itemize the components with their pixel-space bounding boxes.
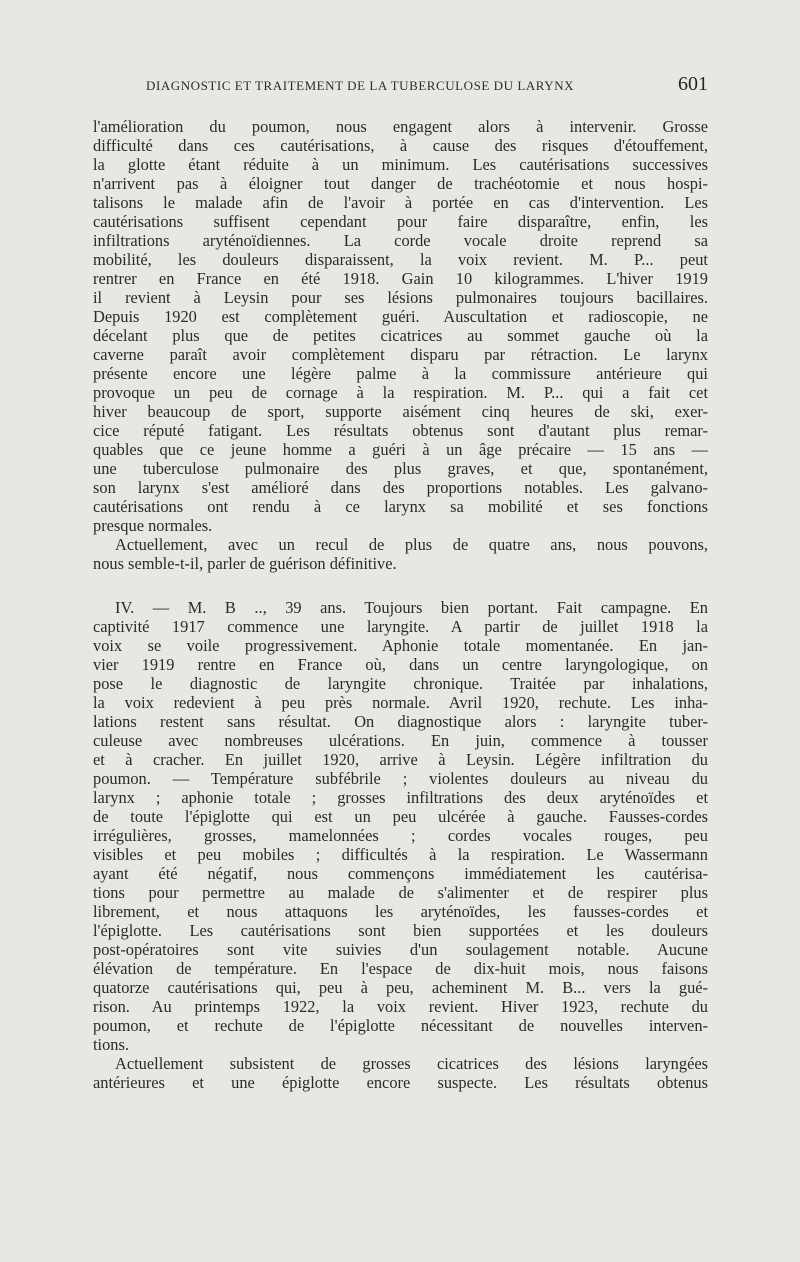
text-line: mobilité, les douleurs disparaissent, la voix revient. M. P... peut: [93, 250, 708, 269]
text-line: tions.: [93, 1035, 129, 1054]
text-line: caverne paraît avoir complètement disparu par rétraction. Le larynx: [93, 345, 708, 364]
text-line: n'arrivent pas à éloigner tout danger de trachéotomie et nous hospi-: [93, 174, 708, 193]
text-line: provoque un peu de cornage à la respiration. M. P... qui a fait cet: [93, 383, 708, 402]
text-line: la voix redevient à peu près normale. Avril 1920, rechute. Les inha-: [93, 693, 708, 712]
text-line: talisons le malade afin de l'avoir à portée en cas d'intervention. Les: [93, 193, 708, 212]
text-line: quables que ce jeune homme a guéri à un âge précaire — 15 ans —: [93, 440, 708, 459]
running-title: DIAGNOSTIC ET TRAITEMENT DE LA TUBERCULOSE DU LARYNX: [146, 78, 575, 93]
text-line: quatorze cautérisations qui, peu à peu, acheminent M. B... vers la gué-: [93, 978, 708, 997]
text-line: vier 1919 rentre en France où, dans un centre laryngologique, on: [93, 655, 708, 674]
text-line: Actuellement, avec un recul de plus de quatre ans, nous pouvons,: [115, 535, 708, 554]
text-line: Depuis 1920 est complètement guéri. Auscultation et radioscopie, ne: [93, 307, 708, 326]
text-line: Actuellement subsistent de grosses cicatrices des lésions laryngées: [115, 1054, 708, 1073]
text-line: l'amélioration du poumon, nous engagent alors à intervenir. Grosse: [93, 117, 708, 136]
text-line: il revient à Leysin pour ses lésions pulmonaires toujours bacillaires.: [93, 288, 708, 307]
text-line: culeuse avec nombreuses ulcérations. En juin, commence à tousser: [93, 731, 708, 750]
text-line: larynx ; aphonie totale ; grosses infiltrations des deux aryténoïdes et: [93, 788, 708, 807]
text-line: visibles et peu mobiles ; difficultés à la respiration. Le Wassermann: [93, 845, 708, 864]
text-line: voix se voile progressivement. Aphonie totale momentanée. En jan-: [93, 636, 708, 655]
text-line: IV. — M. B .., 39 ans. Toujours bien portant. Fait campagne. En: [115, 598, 708, 617]
text-line: et à cracher. En juillet 1920, arrive à Leysin. Légère infiltration du: [93, 750, 708, 769]
text-line: la glotte étant réduite à un minimum. Les cautérisations successives: [93, 155, 708, 174]
text-line: lations restent sans résultat. On diagnostique alors : laryngite tuber-: [93, 712, 708, 731]
paragraph: [93, 598, 708, 1054]
text-line: une tuberculose pulmonaire des plus graves, et que, spontanément,: [93, 459, 708, 478]
paragraph: [93, 535, 708, 573]
text-line: pose le diagnostic de laryngite chronique. Traitée par inhalations,: [93, 674, 708, 693]
text-line: cautérisations suffisent cependant pour faire disparaître, enfin, les: [93, 212, 708, 231]
text-line: hiver beaucoup de sport, supporte aisément cinq heures de ski, exer-: [93, 402, 708, 421]
text-line: de toute l'épiglotte qui est un peu ulcérée à gauche. Fausses-cordes: [93, 807, 708, 826]
text-line: presque normales.: [93, 516, 213, 535]
text-line: infiltrations aryténoïdiennes. La corde vocale droite reprend sa: [93, 231, 708, 250]
text-line: son larynx s'est amélioré dans des proportions notables. Les galvano-: [93, 478, 708, 497]
text-line: librement, et nous attaquons les aryténoïdes, les fausses-cordes et: [93, 902, 708, 921]
page-number: 601: [678, 73, 708, 95]
text-line: irrégulières, grosses, mamelonnées ; cordes vocales rouges, peu: [93, 826, 708, 845]
text-line: ayant été négatif, nous commençons immédiatement les cautérisa-: [93, 864, 708, 883]
text-line: post-opératoires sont vite suivies d'un soulagement notable. Aucune: [93, 940, 708, 959]
body-text: [93, 117, 708, 1092]
text-line: élévation de température. En l'espace de dix-huit mois, nous faisons: [93, 959, 708, 978]
running-header: [146, 74, 708, 98]
text-line: présente encore une légère palme à la commissure antérieure qui: [93, 364, 708, 383]
text-line: antérieures et une épiglotte encore suspecte. Les résultats obtenus: [93, 1073, 708, 1092]
text-line: poumon, et rechute de l'épiglotte nécessitant de nouvelles interven-: [93, 1016, 708, 1035]
text-line: cice réputé fatigant. Les résultats obtenus sont d'autant plus remar-: [93, 421, 708, 440]
text-line: tions pour permettre au malade de s'alimenter et de respirer plus: [93, 883, 708, 902]
text-line: rison. Au printemps 1922, la voix revient. Hiver 1923, rechute du: [93, 997, 708, 1016]
text-line: rentrer en France en été 1918. Gain 10 kilogrammes. L'hiver 1919: [93, 269, 708, 288]
paragraph-gap: [93, 573, 708, 598]
text-line: cautérisations ont rendu à ce larynx sa mobilité et ses fonctions: [93, 497, 708, 516]
text-line: décelant plus que de petites cicatrices au sommet gauche où la: [93, 326, 708, 345]
paragraph: [93, 117, 708, 535]
text-line: nous semble-t-il, parler de guérison définitive.: [93, 554, 397, 573]
paragraph: [93, 1054, 708, 1092]
text-line: poumon. — Température subfébrile ; violentes douleurs au niveau du: [93, 769, 708, 788]
text-line: difficulté dans ces cautérisations, à cause des risques d'étouffement,: [93, 136, 708, 155]
text-line: captivité 1917 commence une laryngite. A partir de juillet 1918 la: [93, 617, 708, 636]
text-line: l'épiglotte. Les cautérisations sont bien supportées et les douleurs: [93, 921, 708, 940]
